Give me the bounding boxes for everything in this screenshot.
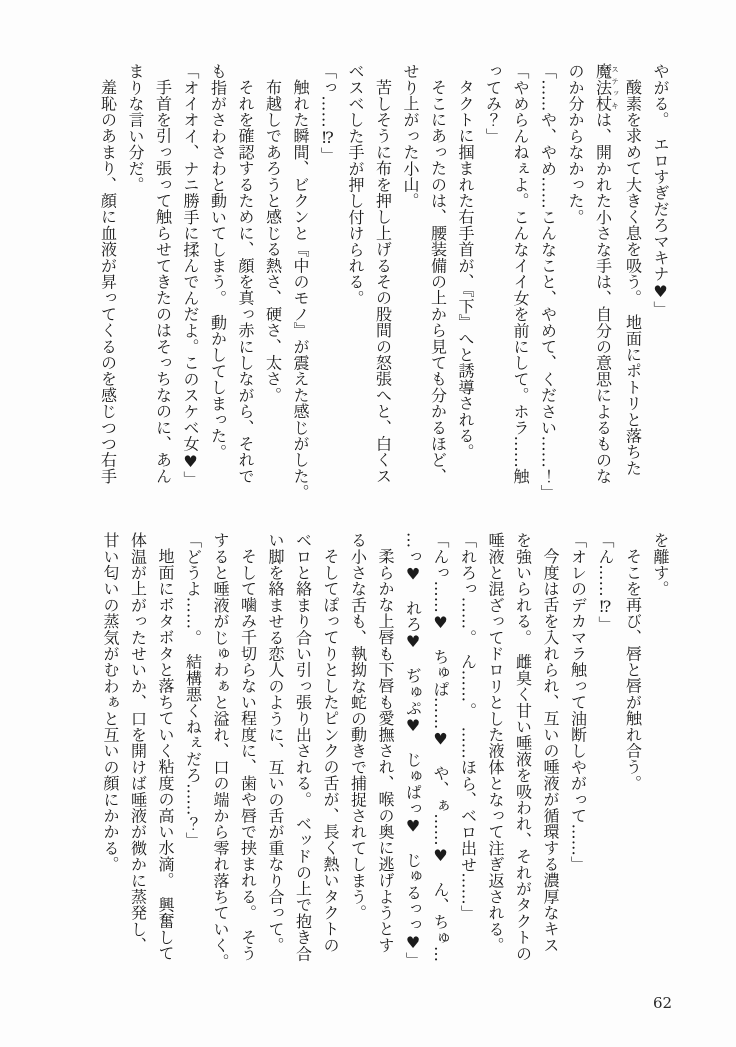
text-line: 羞恥のあまり、顔に血液が昇ってくるのを感じつつ右手 [98, 79, 118, 484]
text-line: 「どうよ……。 結構悪くねぇだろ……？」 [183, 532, 203, 848]
text-line: すると唾液がじゅわぁと溢れ、口の端から零れ落ちていく。 [211, 532, 230, 970]
text-line: せり上がった小山。 [401, 63, 420, 209]
text-line: も指がさわさわと動いてしまう。 動かしてしまった。 [208, 63, 228, 460]
text-line: 触れた瞬間、ビクンと『中のモノ』が震えた感じがした。 [291, 79, 310, 501]
text-line: 今度は舌を入れられ、互いの唾液が循環する濃厚なキス [541, 548, 560, 953]
text-line: まりな言い分だ。 [126, 63, 145, 193]
text-line: い脚を絡ませる恋人のように、互いの舌が重なり合って。 [266, 532, 285, 954]
text-line: ベロと絡まり合い引っ張り出される。 ベッドの上で抱き合 [293, 532, 313, 962]
text-line: そこにあったのは、腰装備の上から見ても分かるほど、 [428, 79, 448, 484]
text-line: 魔法杖ステッキは、開かれた小さな手は、自分の意思によるものな [593, 63, 620, 485]
text-line: 「っ……⁉」 [318, 63, 338, 164]
text-line: 柔らかな上唇も下唇も愛撫され、喉の奥に逃げようとす [376, 548, 395, 953]
text-line: そこを再び、唇と唇が触れ合う。 [623, 548, 643, 791]
text-line: のか分からなかった。 [566, 63, 585, 225]
text-line: そしてぽってりとしたピンクの舌が、長く熱いタクトの [321, 548, 340, 953]
text-line: 「ん……⁉」 [596, 532, 615, 633]
text-line: 「れろっ……。 ん……。 ……ほら、ベロ出せ……」 [458, 532, 478, 921]
text-line: 「オレのデカマラ触って油断しやがって……」 [568, 532, 588, 873]
text-line: 苦しそうに布を押し上げるその股間の怒張へと、白くス [373, 79, 393, 484]
text-line: る小さな舌も、執拗な蛇の動きで捕捉されてしまう。 [348, 532, 368, 921]
text-line: 「オイオイ、ナニ勝手に揉んでんだよ。このスケベ女♥」 [181, 63, 200, 488]
text-line: 体温が上がったせいか、口を開けば唾液が微かに蒸発し、 [128, 532, 148, 954]
text-line: ってみ？」 [483, 63, 503, 144]
text-line: …っ♥ れろ♥ ぢゅぷ♥ じゅぱっ♥ じゅるっっ♥」 [403, 532, 423, 969]
text-line: そして噛み千切らない程度に、歯や唇で挟まれる。 そう [238, 548, 258, 962]
text-line: タクトに掴まれた右手首が、『下』へと誘導される。 [456, 79, 475, 460]
bottom-text-block [97, 532, 675, 984]
text-line: 地面にボタボタと落ちていく粘度の高い水滴。 興奮して [156, 548, 175, 962]
text-line: 唾液と混ざってドロリとした液体となって注ぎ返される。 [486, 532, 505, 954]
text-line: やがる。 エロすぎだろマキナ♥」 [651, 63, 670, 318]
ruby-annotated-word: 魔法杖ステッキ [593, 63, 620, 112]
text-line: ベスベした手が押し付けられる。 [346, 63, 365, 306]
text-line: 甘い匂いの蒸気がむわぁと互いの顔にかかる。 [101, 532, 120, 873]
text-line: 酸素を求めて大きく息を吸う。 地面にポトリと落ちた [623, 79, 643, 476]
text-line: 手首を引っ張って触らせてきたのはそっちなのに、あん [153, 79, 173, 484]
top-text-block [94, 63, 674, 509]
text-line: それを確認するために、顔を真っ赤にしながら、それで [236, 79, 255, 484]
text-line: を強いられる。 雌臭く甘い唾液を吸われ、それがタクトの [513, 532, 533, 962]
page-number: 62 [653, 994, 673, 1012]
text-line: を離す。 [651, 532, 670, 597]
text-line: 「……や、やめ……こんなこと、やめて、ください……！」 [538, 63, 558, 501]
text-line: 布越しであろうと感じる熱さ、硬さ、太さ。 [263, 79, 283, 403]
text-line: 「やめらんねぇよ。こんなイイ女を前にして。ホラ……触 [511, 63, 530, 485]
text-line: 「んっ……♥ ちゅぱ……♥ や、ぁ……♥ ん、ちゅ… [431, 532, 450, 963]
